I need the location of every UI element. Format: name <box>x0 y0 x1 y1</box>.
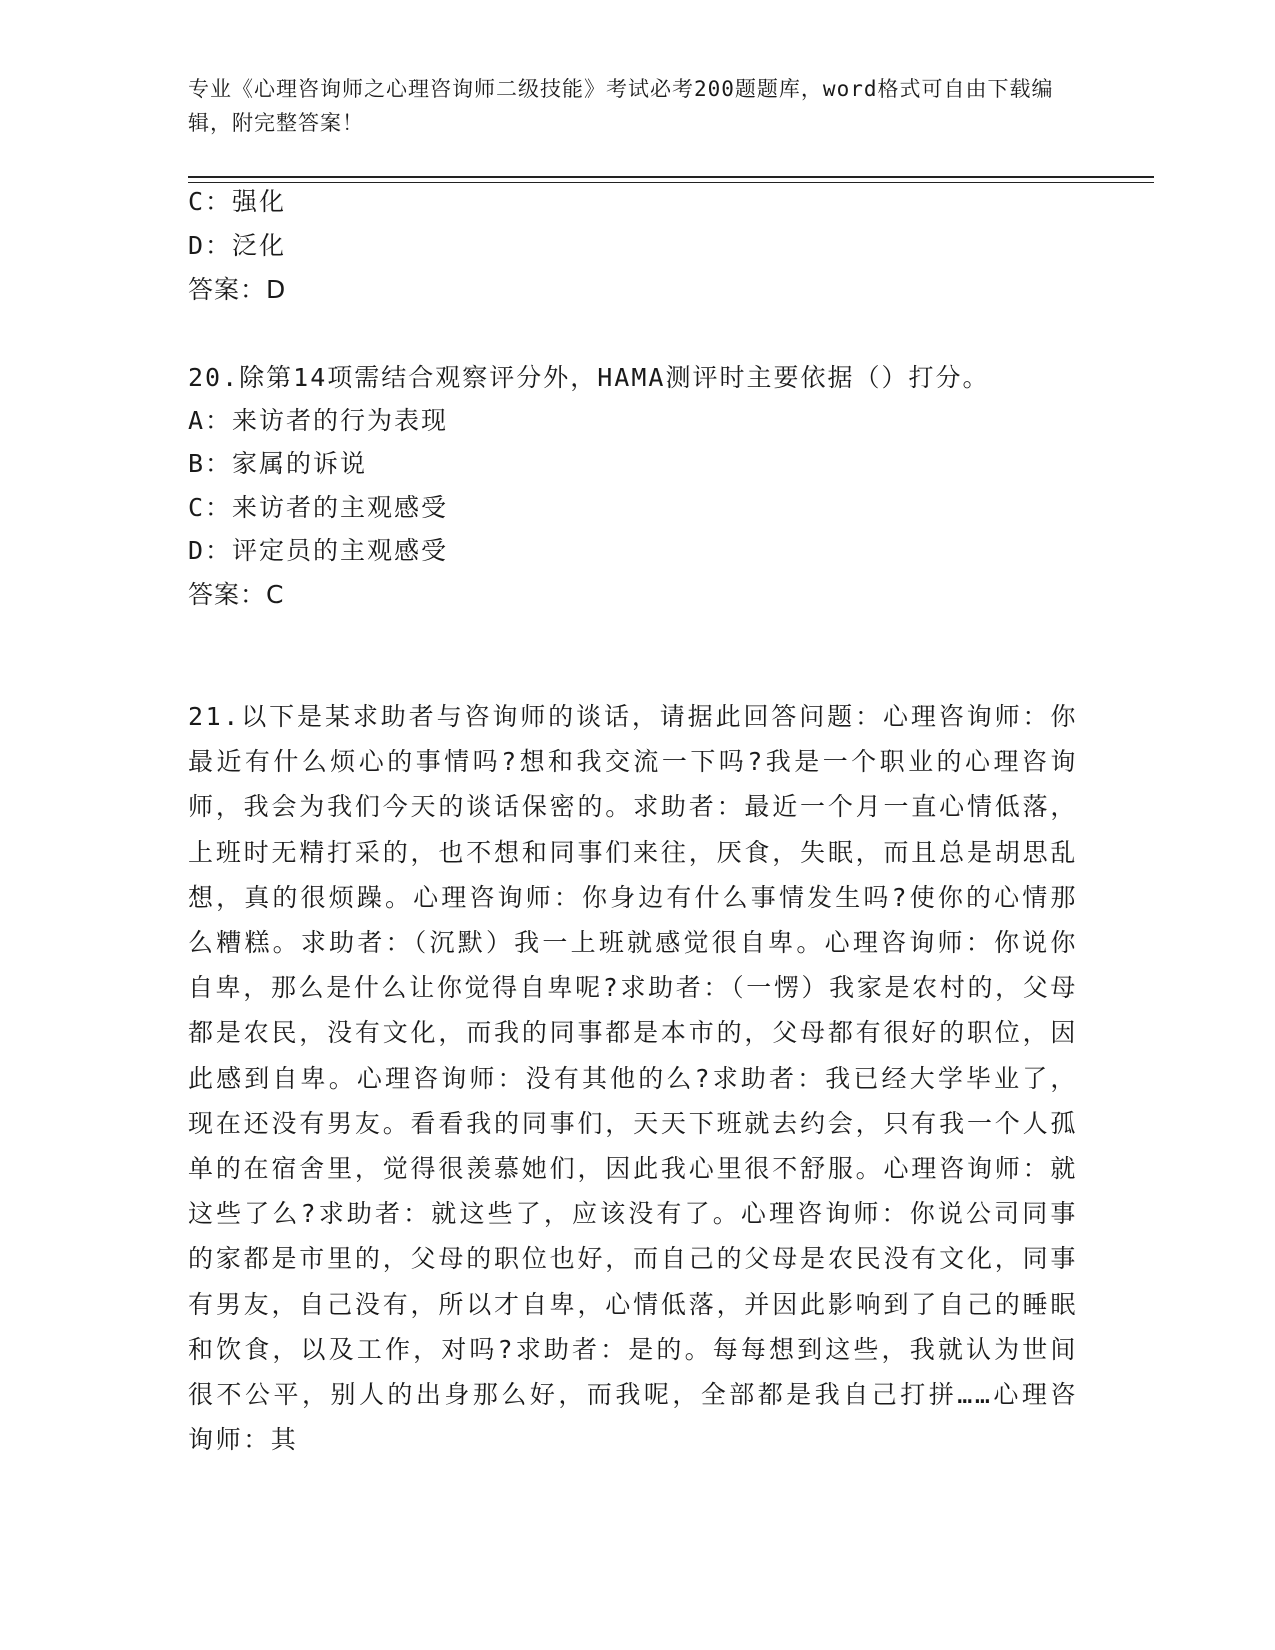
q19-option-d: D：泛化 <box>188 231 287 260</box>
q19-option-c: C：强化 <box>188 187 287 216</box>
q19-answer: 答案：D <box>188 275 287 304</box>
header-rule-thin <box>188 182 1154 183</box>
q20-option-d: D：评定员的主观感受 <box>188 536 449 565</box>
q20-question: 20.除第14项需结合观察评分外，HAMA测评时主要依据（）打分。 <box>188 363 990 392</box>
header-rule-thick <box>188 176 1154 178</box>
q21-passage: 21.以下是某求助者与咨询师的谈话，请据此回答问题：心理咨询师：你最近有什么烦心的事情吗?想和我交流一下吗?我是一个职业的心理咨询师，我会为我们今天的谈话保密的。求助者：最近一个月一直心情低落，上班时无精打采的，也不想和同事们来往，厌食，失眠，而且总是胡思乱想，真的很烦躁。心理咨询师：你身边有什么事情发生吗?使你的心情那么糟糕。求助者：（沉默）我一上班就感觉很自卑。心理咨询师：你说你自卑，那么是什么让你觉得自卑呢?求助者：（一愣）我家是农村的，父母都是农民，没有文化，而我的同事都是本市的，父母都有很好的职位，因此感到自卑。心理咨询师：没有其他的么?求助者：我已经大学毕业了，现在还没有男友。看看我的同事们，天天下班就去约会，只有我一个人孤单的在宿舍里，觉得很羡慕她们，因此我心里很不舒服。心理咨询师：就这些了么?求助者：就这些了，应该没有了。心理咨询师：你说公司同事的家都是市里的，父母的职位也好，而自己的父母是农民没有文化，同事有男友，自己没有，所以才自卑，心情低落，并因此影响到了自己的睡眠和饮食，以及工作，对吗?求助者：是的。每每想到这些，我就认为世间很不公平，别人的出身那么好，而我呢，全部都是我自己打拼……心理咨询师：其 <box>188 702 1078 1455</box>
q20-answer: 答案：C <box>188 580 285 609</box>
q20-option-c: C：来访者的主观感受 <box>188 493 449 522</box>
page-header: 专业《心理咨询师之心理咨询师二级技能》考试必考200题题库，word格式可自由下载编辑，附完整答案！ <box>188 77 1054 135</box>
q20-option-b: B：家属的诉说 <box>188 449 368 478</box>
q20-option-a: A：来访者的行为表现 <box>188 406 449 435</box>
